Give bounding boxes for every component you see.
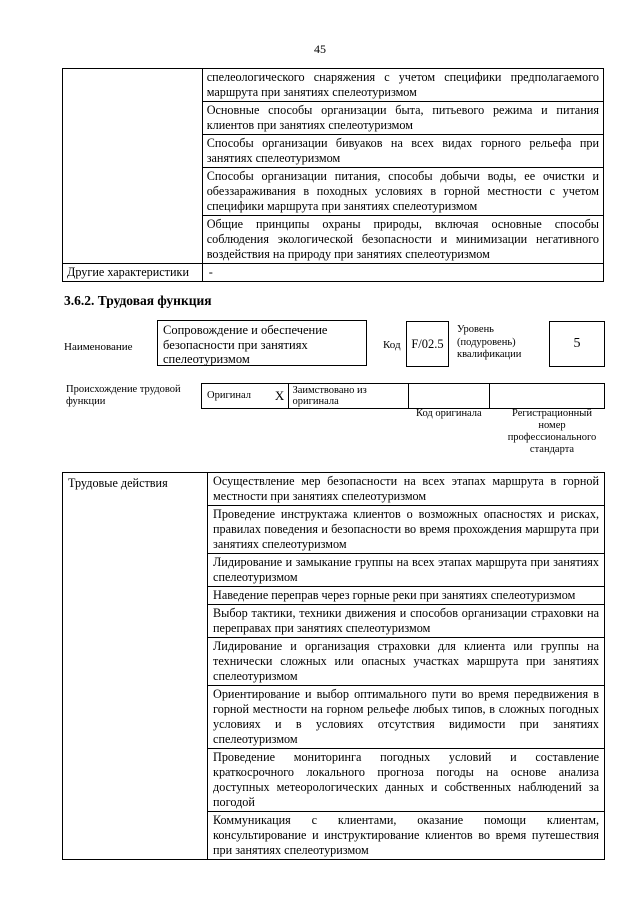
row-text: Выбор тактики, техники движения и способов организации страховки на переправах при занятиях спелеотуризмом — [213, 606, 599, 635]
table-row — [202, 102, 603, 135]
other-characteristics-value: - — [202, 264, 603, 282]
section-heading: 3.6.2. Трудовая функция — [64, 293, 212, 308]
row-text: Ориентирование и выбор оптимального пути во время передвижения в горной местности на горном рельефе любых типов, в сложных погодных условиях и в условиях отсутствия видимости при занятиях спелеотуризмом — [213, 687, 599, 746]
origin-reg-label: Регистрационный номер профессионального стандарта — [507, 408, 597, 455]
origin-table — [201, 383, 605, 409]
table-row — [202, 168, 603, 216]
knowledge-label-cell — [63, 69, 203, 264]
table-row — [208, 638, 605, 686]
table-row — [202, 135, 603, 168]
knowledge-table-continuation — [62, 68, 604, 282]
level-label: Уровень (подуровень) квалификации — [457, 324, 522, 360]
row-text: Лидирование и замыкание группы на всех этапах маршрута при занятиях спелеотуризмом — [213, 555, 599, 584]
origin-label: Происхождение трудовой функции — [66, 384, 181, 407]
row-text: Проведение инструктажа клиентов о возможных опасностях и рисках, правилах поведения и безопасности во время прохождения маршрута при занятиях спелеотуризмом — [213, 507, 599, 551]
labor-actions-table — [62, 472, 605, 860]
level-value-box: 5 — [549, 321, 605, 367]
row-text: спелеологического снаряжения с учетом специфики предполагаемого маршрута при занятиях спелеотуризмом — [206, 70, 599, 99]
page-number: 45 — [314, 42, 326, 56]
row-text: Способы организации бивуаков на всех видах горного рельефа при занятиях спелеотуризмом — [206, 136, 599, 165]
row-text: Проведение мониторинга погодных условий и составление краткосрочного локального прогноза погоды на основе анализа доступных метеорологических данных и собственных наблюдений за погодой — [213, 750, 599, 809]
origin-reg-cell — [490, 384, 605, 409]
table-row — [208, 554, 605, 587]
row-text: Наведение переправ через горные реки при занятиях спелеотуризмом — [213, 588, 576, 602]
code-value-box: F/02.5 — [406, 321, 449, 367]
table-row — [208, 605, 605, 638]
row-text: Основные способы организации быта, питьевого режима и питания клиентов при занятиях спелеотуризмом — [206, 103, 599, 132]
row-text: Коммуникация с клиентами, оказание помощи клиентам, консультирование и инструктирование клиентов во время путешествия при занятиях спелеотуризмом — [213, 813, 599, 857]
other-characteristics-label: Другие характеристики — [63, 264, 203, 282]
row-text: Общие принципы охраны природы, включая основные способы соблюдения экологической безопасности и минимизации негативного воздействия на природу при занятиях спелеотуризмом — [206, 217, 599, 261]
code-label: Код — [383, 339, 401, 351]
table-row — [208, 473, 605, 506]
table-row — [202, 216, 603, 264]
table-row — [208, 587, 605, 605]
function-name-box: Сопровождение и обеспечение безопасности при занятиях спелеотуризмом — [157, 320, 367, 366]
origin-borrowed-label: Заимствовано из оригинала — [289, 384, 408, 409]
row-text: Осуществление мер безопасности на всех этапах маршрута в горной местности при занятиях спелеотуризмом — [213, 474, 599, 503]
name-label: Наименование — [64, 341, 133, 353]
table-row — [202, 69, 603, 102]
origin-mark: X — [271, 384, 289, 409]
table-row — [208, 749, 605, 812]
table-row — [208, 686, 605, 749]
table-row — [208, 812, 605, 860]
origin-original-label: Оригинал — [202, 384, 271, 409]
labor-actions-label: Трудовые действия — [63, 473, 208, 860]
origin-code-label: Код оригинала — [416, 408, 482, 419]
row-text: Способы организации питания, способы добычи воды, ее очистки и обеззараживания в походных условиях в горной местности с учетом специфики маршрута при занятиях спелеотуризмом — [206, 169, 599, 213]
row-text: Лидирование и организация страховки для клиента или группы на технически сложных или опасных участках маршрута при занятиях спелеотуризмом — [213, 639, 599, 683]
table-row — [208, 506, 605, 554]
origin-code-cell — [408, 384, 490, 409]
